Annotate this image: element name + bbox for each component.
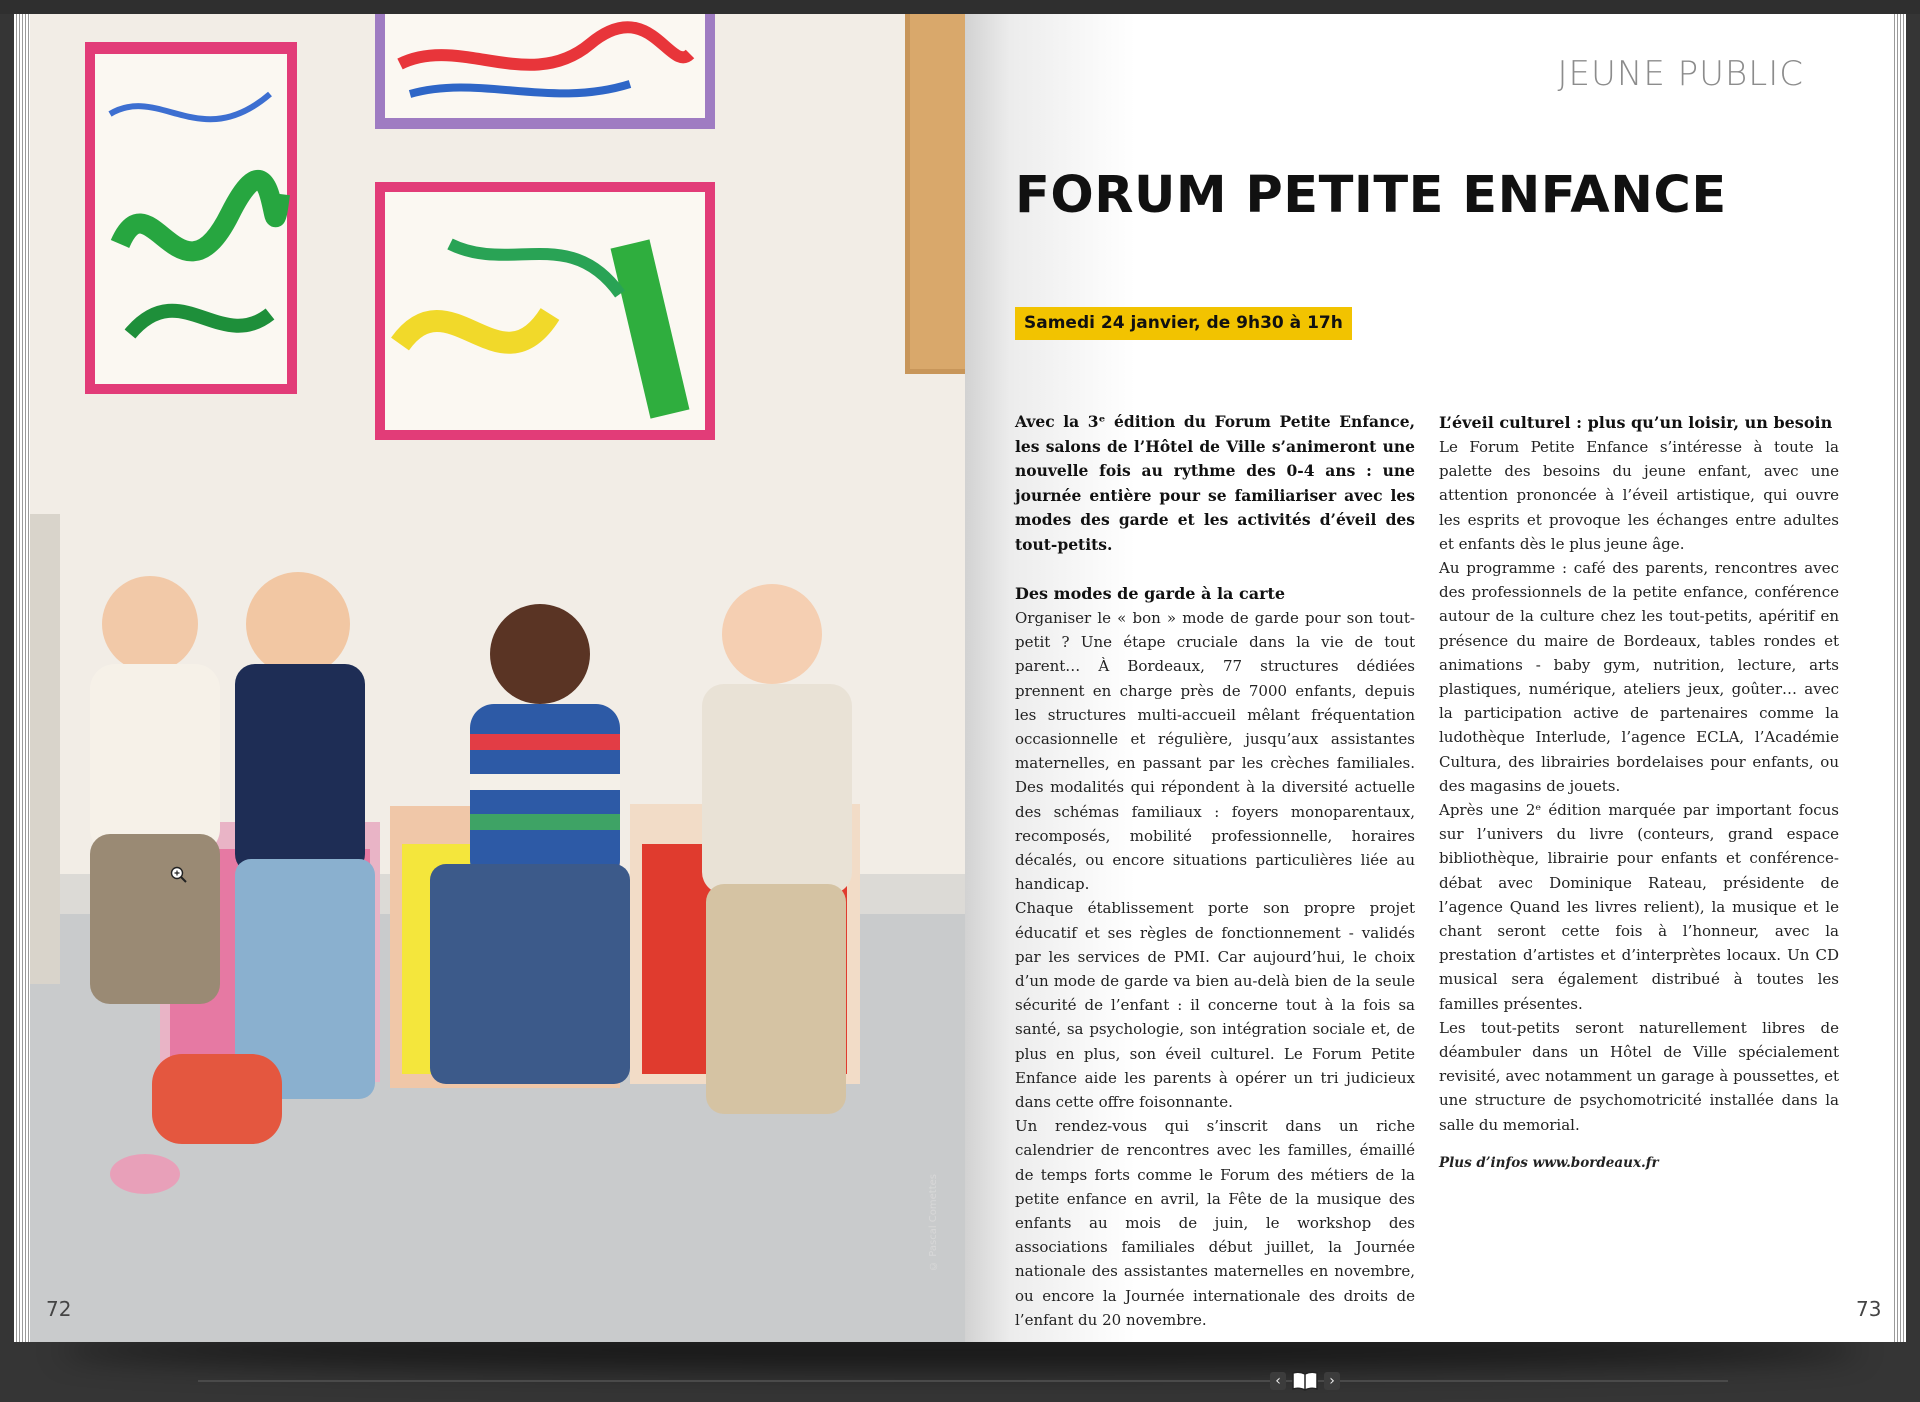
page-navigation bbox=[1270, 1368, 1340, 1394]
paragraph: Les tout-petits seront naturellement libres de déambuler dans un Hôtel de Ville spécialement revisité, avec notamment un garage à poussettes, et une structure de psychomotricité installée dans la salle du memorial. bbox=[1439, 1018, 1839, 1134]
paragraph: Un rendez-vous qui s’inscrit dans un riche calendrier de rencontres avec les familles, émaillé de temps forts comme le Forum des métiers de la petite enfance en avril, la Fête de la musique des enfants au mois de juin, le workshop des associations familiales début juillet, la Journée nationale des assistantes maternelles en novembre, ou encore la Journée internationale des droits de l’enfant du 20 novembre. bbox=[1015, 1117, 1415, 1329]
more-info-link[interactable]: Plus d’infos www.bordeaux.fr bbox=[1439, 1154, 1659, 1171]
article-title: FORUM PETITE ENFANCE bbox=[1015, 166, 1727, 225]
next-page-button[interactable]: › bbox=[1324, 1372, 1340, 1390]
zoom-cursor-icon bbox=[170, 866, 188, 884]
page-stack-right bbox=[1892, 14, 1906, 1342]
article-column-right bbox=[1439, 410, 1839, 1175]
article-column-left bbox=[1015, 410, 1415, 1332]
viewer-top-bar bbox=[0, 0, 1920, 14]
book-icon[interactable] bbox=[1290, 1369, 1320, 1393]
paragraph: Au programme : café des parents, rencontres avec des professionnels de la petite enfance, conférence autour de la culture chez les tout-petits, apéritif en présence du maire de Bordeaux, tables rondes et animations - baby gym, nutrition, lecture, arts plastiques, numérique, ateliers jeux, goûter… avec la participation active de partenaires comme la ludothèque Interlude, l’agence ECLA, l’Académie Cultura, des librairies bordelaises pour enfants, ou des magasins de jouets. bbox=[1439, 559, 1839, 795]
section2-heading: L’éveil culturel : plus qu’un loisir, un besoin bbox=[1439, 413, 1833, 432]
children-photo bbox=[30, 14, 965, 1342]
toolbar-progress-line bbox=[198, 1380, 1728, 1382]
paragraph: Organiser le « bon » mode de garde pour son tout-petit ? Une étape cruciale dans la vie de tout parent… À Bordeaux, 77 structures dédiées prennent en charge près de 7000 enfants, depuis les structures multi-accueil mêlant fréquentation occasionnelle et régulière, jusqu’aux assistantes maternelles, en passant par les crèches familiales. Des modalités qui répondent à la diversité actuelle des schémas familiaux : foyers monoparentaux, recomposés, mobilité professionnelle, horaires décalés, ou encore situations particulières liée au handicap. bbox=[1015, 609, 1415, 894]
right-page[interactable] bbox=[965, 14, 1892, 1342]
page-number-left: 72 bbox=[46, 1297, 72, 1321]
article-intro: Avec la 3ᵉ édition du Forum Petite Enfance, les salons de l’Hôtel de Ville s’animeront une nouvelle fois au rythme des 0-4 ans : une journée entière pour se familiariser avec les modes des garde et les activités d’éveil des tout-petits. bbox=[1015, 412, 1415, 554]
section-label: JEUNE PUBLIC bbox=[1557, 54, 1804, 94]
page-number-right: 73 bbox=[1856, 1297, 1882, 1321]
page-stack-left bbox=[14, 14, 30, 1342]
date-badge: Samedi 24 janvier, de 9h30 à 17h bbox=[1015, 307, 1352, 340]
photo-credit: © Pascal Comettes bbox=[928, 1174, 939, 1271]
prev-page-button[interactable]: ‹ bbox=[1270, 1372, 1286, 1390]
paragraph: Après une 2ᵉ édition marquée par important focus sur l’univers du livre (conteurs, grand espace bibliothèque, librairie pour enfants et conférence-débat avec Dominique Rateau, présidente de l’agence Quand les livres relient), la musique et le chant seront cette fois à l’honneur, avec la prestation d’artistes et d’interprètes locaux. Un CD musical sera également distribué à toutes les familles présentes. bbox=[1439, 801, 1839, 1013]
left-page[interactable] bbox=[30, 14, 965, 1342]
paragraph: Le Forum Petite Enfance s’intéresse à toute la palette des besoins du jeune enfant, avec une attention prononcée à l’éveil artistique, qui ouvre les esprits et provoque les échanges entre adultes et enfants dès le plus jeune âge. bbox=[1439, 438, 1839, 553]
paragraph: Chaque établissement porte son propre projet éducatif et ses règles de fonctionnement - validés par les services de PMI. Car aujourd’hui, le choix d’un mode de garde va bien au-delà bien de la seule sécurité de l’enfant : il concerne tout à la fois sa santé, sa psychologie, son intégration sociale et, de plus en plus, son éveil culturel. Le Forum Petite Enfance aide les parents à opérer un tri judicieux dans cette offre foisonnante. bbox=[1015, 899, 1415, 1112]
section1-heading: Des modes de garde à la carte bbox=[1015, 584, 1286, 603]
